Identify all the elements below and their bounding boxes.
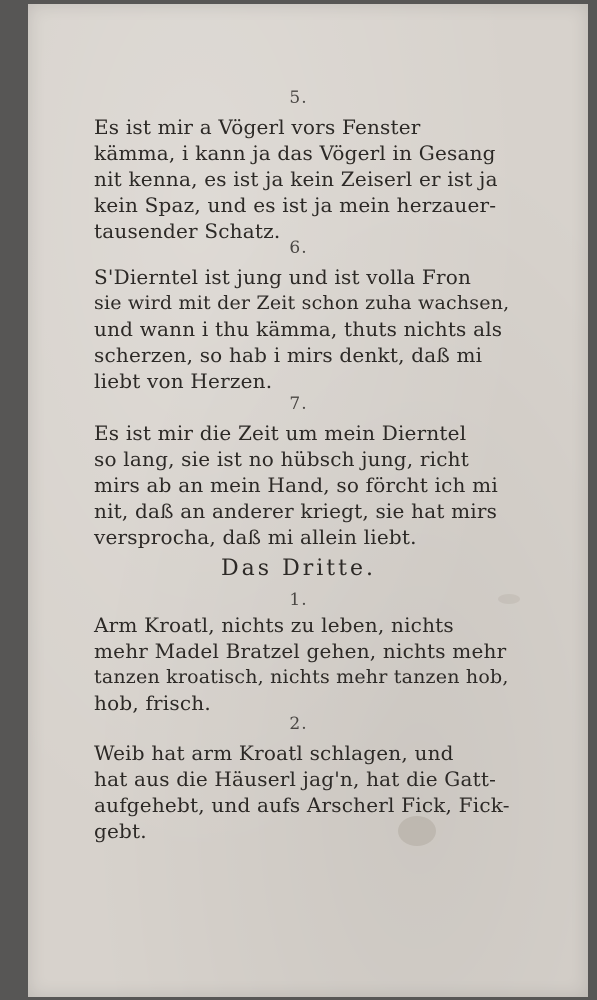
verse-line: und wann i thu kämma, thuts nichts als — [94, 317, 503, 341]
paper-stain — [398, 816, 436, 846]
stanza-number: 2. — [289, 714, 308, 734]
verse-line: kämma, i kann ja das Vögerl in Gesang — [94, 141, 496, 165]
verse-line: hob, frisch. — [94, 691, 211, 715]
section-heading: Das Dritte. — [221, 556, 376, 581]
verse-line: mehr Madel Bratzel gehen, nichts mehr — [94, 639, 507, 663]
verse-line: tausender Schatz. — [94, 219, 281, 243]
verse-line: aufgehebt, und aufs Arscherl Fick, Fick- — [94, 793, 510, 817]
verse-line: liebt von Herzen. — [94, 369, 273, 393]
verse-line: Es ist mir die Zeit um mein Dierntel — [94, 421, 467, 445]
verse-line: gebt. — [94, 819, 147, 843]
verse-line: nit, daß an anderer kriegt, sie hat mirs — [94, 499, 498, 523]
verse-line: hat aus die Häuserl jag'n, hat die Gatt- — [94, 767, 497, 791]
verse-line: nit kenna, es ist ja kein Zeiserl er ist ja — [94, 167, 498, 191]
stanza-number: 1. — [289, 590, 308, 610]
stanza-number: 7. — [289, 394, 308, 414]
verse-line: Arm Kroatl, nichts zu leben, nichts — [94, 613, 454, 637]
verse-line: tanzen kroatisch, nichts mehr tanzen hob, — [94, 666, 509, 688]
verse-line: S'Dierntel ist jung und ist volla Fron — [94, 265, 472, 289]
stanza-number: 5. — [289, 88, 308, 108]
verse-line: sie wird mit der Zeit schon zuha wachsen, — [94, 292, 510, 314]
verse-line: kein Spaz, und es ist ja mein herzauer- — [94, 193, 497, 217]
verse-line: mirs ab an mein Hand, so förcht ich mi — [94, 473, 498, 497]
verse-line: scherzen, so hab i mirs denkt, daß mi — [94, 343, 483, 367]
verse-line: Weib hat arm Kroatl schlagen, und — [94, 741, 454, 765]
verse-line: so lang, sie ist no hübsch jung, richt — [94, 447, 469, 471]
verse-line: Es ist mir a Vögerl vors Fenster — [94, 115, 421, 139]
stanza-number: 6. — [289, 238, 308, 258]
verse-line: versprocha, daß mi allein liebt. — [94, 525, 417, 549]
